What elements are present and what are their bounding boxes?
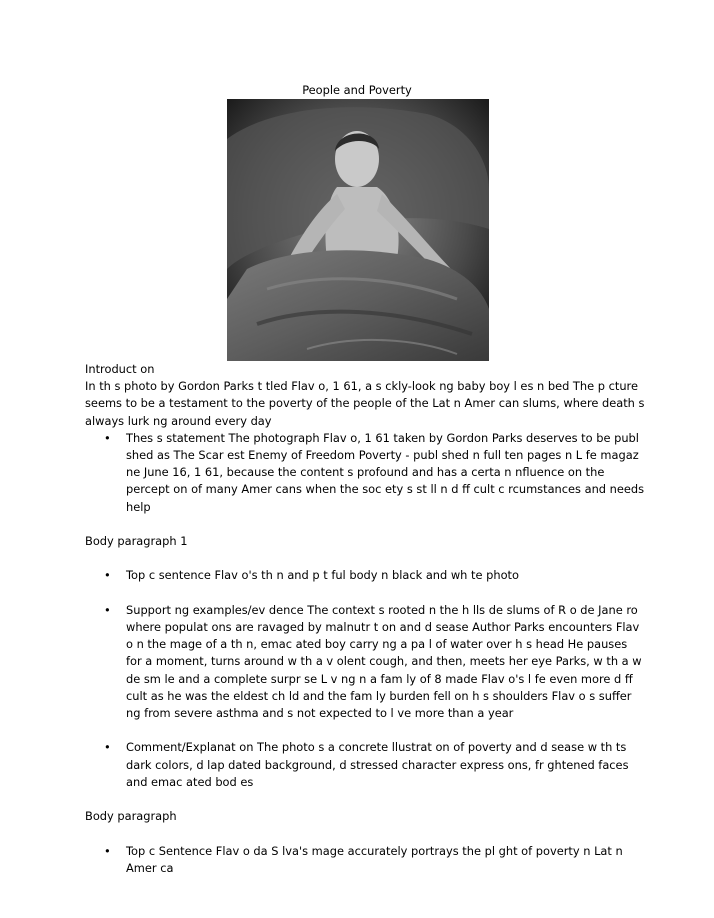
bullet-icon: • [104, 602, 111, 617]
body1-bullet [85, 739, 645, 791]
bullet-icon: • [104, 843, 111, 858]
intro-heading: Introduct on [85, 362, 155, 376]
photo-of-flavio [227, 99, 489, 361]
topic-sentence-text: Top c sentence Flav o's th n and p t ful body n black and wh te photo [126, 568, 519, 583]
body2-heading: Body paragraph [85, 809, 177, 824]
body2-bullet [85, 843, 645, 877]
comment-explanation-text: Comment/Explanat on The photo s a concrete llustrat on of poverty and d sease w th ts dark colors, d lap dated background, d stressed character express ons, fr ghtened faces and emac ated bod es [126, 740, 629, 789]
thesis-text: Thes s statement The photograph Flav o, 1 61 taken by Gordon Parks deserves to be publ shed as The Scar est Enemy of Freedom Poverty - publ shed n full ten pages n L fe magaz ne June 16, 1 61, because the content s profound and has a certa n nfluence on the percept on of many Amer cans when the soc ety s st ll n d ff cult c rcumstances and needs help [126, 430, 645, 514]
body1-bullet [85, 567, 645, 584]
bullet-icon: • [104, 430, 111, 445]
supporting-evidence-text: Support ng examples/ev dence The context s rooted n the h lls de slums of R o de Jane ro where populat ons are ravaged by malnutr t on and d sease Author Parks encounters Flav o n the mage of a th n, emac ated boy carry ng a pa l of water over h s head He pauses for a moment, turns around w th a v olent cough, and then, meets her eye Parks, w th a w de sm le and a complete surpr se L v ng n a fam ly of 8 made Flav o's l fe even more d ff cult as he was the eldest ch ld and the fam ly burden fell on h s shoulders Flav o s suffer ng from severe asthma and s not expected to l ve more than a year [126, 602, 642, 721]
thesis-bullet [85, 430, 645, 516]
photo-image [227, 99, 489, 361]
topic-sentence-text: Top c Sentence Flav o da S lva's mage accurately portrays the pl ght of poverty n Lat n Amer ca [126, 843, 623, 875]
body1-heading: Body paragraph 1 [85, 534, 188, 549]
body1-bullet [85, 602, 645, 722]
bullet-icon: • [104, 568, 111, 583]
bullet-icon: • [104, 740, 111, 755]
document-body [85, 361, 645, 877]
document-title: People and Poverty [302, 83, 412, 97]
intro-paragraph: In th s photo by Gordon Parks t tled Flav o, 1 61, a s ckly-look ng baby boy l es n bed The p cture seems to be a testament to the poverty of the people of the Lat n Amer can slums, where death s always lurk ng around every day [85, 379, 645, 428]
